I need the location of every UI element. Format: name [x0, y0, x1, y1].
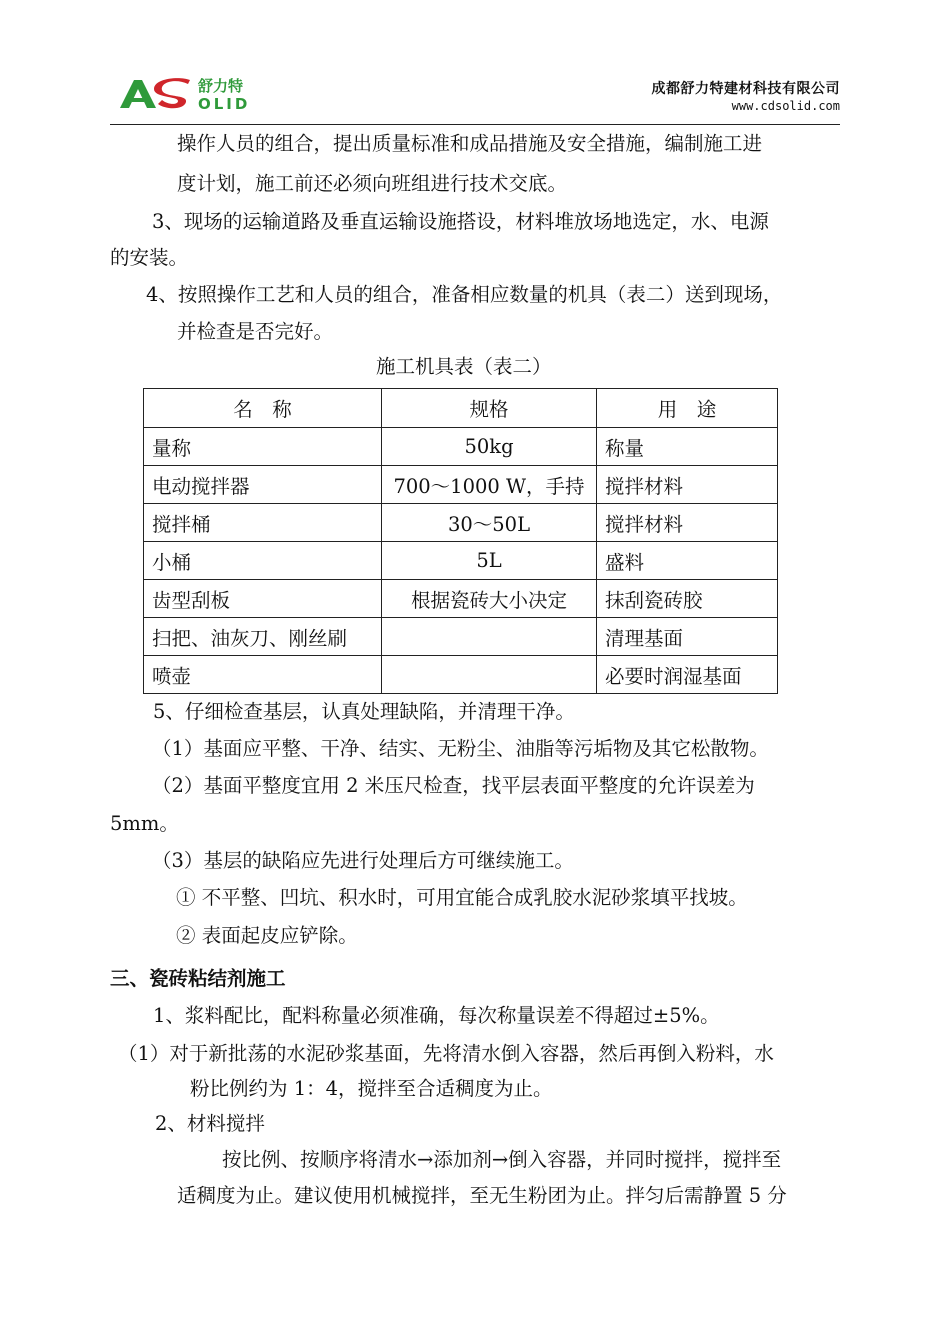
- table-row: [144, 618, 778, 656]
- equipment-table: [143, 388, 778, 694]
- text-line: 操作人员的组合，提出质量标准和成品措施及安全措施，编制施工进: [177, 132, 763, 155]
- svg-text:OLID: OLID: [198, 95, 251, 113]
- table-cell: 盛料: [597, 542, 778, 580]
- text-line: 度计划，施工前还必须向班组进行技术交底。: [177, 172, 568, 195]
- table-row: [144, 504, 778, 542]
- text-line: （1）对于新批荡的水泥砂浆基面，先将清水倒入容器，然后再倒入粉料，水: [118, 1042, 774, 1065]
- table-row: [144, 656, 778, 694]
- table-cell: 喷壶: [144, 656, 382, 694]
- table-cell: 必要时润湿基面: [597, 656, 778, 694]
- table-cell: 扫把、油灰刀、刚丝刷: [144, 618, 382, 656]
- text-line: （3）基层的缺陷应先进行处理后方可继续施工。: [152, 849, 574, 872]
- table-cell: 称量: [597, 428, 778, 466]
- text-line: （2）基面平整度宜用 2 米压尺检查，找平层表面平整度的允许误差为: [152, 774, 755, 797]
- svg-text:舒力特: 舒力特: [198, 77, 244, 95]
- text-line: ② 表面起皮应铲除。: [176, 924, 358, 947]
- logo-graphic: [118, 74, 318, 114]
- table-cell: 50kg: [382, 428, 597, 466]
- text-line: 并检查是否完好。: [177, 320, 334, 343]
- text-line: 5、仔细检查基层，认真处理缺陷，并清理干净。: [153, 700, 575, 723]
- text-line: 粉比例约为 1：4，搅拌至合适稠度为止。: [190, 1077, 553, 1100]
- text-line: 适稠度为止。建议使用机械搅拌，至无生粉团为止。拌匀后需静置 5 分: [177, 1184, 787, 1207]
- table-cell: 搅拌材料: [597, 504, 778, 542]
- table-row: [144, 542, 778, 580]
- table-cell: 搅拌材料: [597, 466, 778, 504]
- text-line: 4、按照操作工艺和人员的组合，准备相应数量的机具（表二）送到现场，: [146, 283, 783, 306]
- section-heading: 三、瓷砖粘结剂施工: [110, 967, 286, 990]
- text-line: 的安装。: [110, 246, 189, 269]
- table-cell: 抹刮瓷砖胶: [597, 580, 778, 618]
- table-cell: 电动搅拌器: [144, 466, 382, 504]
- header-divider: [110, 124, 840, 125]
- table-header-cell: 规格: [382, 389, 597, 428]
- text-line: 按比例、按顺序将清水→添加剂→倒入容器，并同时搅拌，搅拌至: [222, 1148, 782, 1171]
- table-cell: 搅拌桶: [144, 504, 382, 542]
- text-line: （1）基面应平整、干净、结实、无粉尘、油脂等污垢物及其它松散物。: [152, 737, 769, 760]
- table-caption: 施工机具表（表二）: [376, 355, 552, 378]
- table-cell: 30～50L: [382, 504, 597, 542]
- table-cell: 700～1000 W，手持: [382, 466, 597, 504]
- table-row: [144, 580, 778, 618]
- company-website: www.cdsolid.com: [731, 99, 840, 113]
- table-header-row: [144, 389, 778, 428]
- table-header-cell: 用 途: [597, 389, 778, 428]
- table-cell: 清理基面: [597, 618, 778, 656]
- text-line: 5mm。: [110, 812, 179, 835]
- table-cell: 量称: [144, 428, 382, 466]
- text-line: 3、现场的运输道路及垂直运输设施搭设，材料堆放场地选定，水、电源: [152, 210, 769, 233]
- table-cell: 根据瓷砖大小决定: [382, 580, 597, 618]
- table-row: [144, 428, 778, 466]
- company-info: [652, 78, 841, 113]
- text-line: 2、材料搅拌: [155, 1112, 265, 1135]
- table-cell: 小桶: [144, 542, 382, 580]
- table-cell: 齿型刮板: [144, 580, 382, 618]
- table-row: [144, 466, 778, 504]
- company-name: 成都舒力特建材科技有限公司: [651, 81, 840, 97]
- table-header-cell: 名 称: [144, 389, 382, 428]
- text-line: ① 不平整、凹坑、积水时，可用宜能合成乳胶水泥砂浆填平找坡。: [176, 886, 748, 909]
- company-logo: [118, 74, 318, 114]
- text-line: 1、浆料配比，配料称量必须准确，每次称量误差不得超过±5%。: [153, 1004, 720, 1027]
- table-cell: [382, 656, 597, 694]
- table-cell: 5L: [382, 542, 597, 580]
- table-cell: [382, 618, 597, 656]
